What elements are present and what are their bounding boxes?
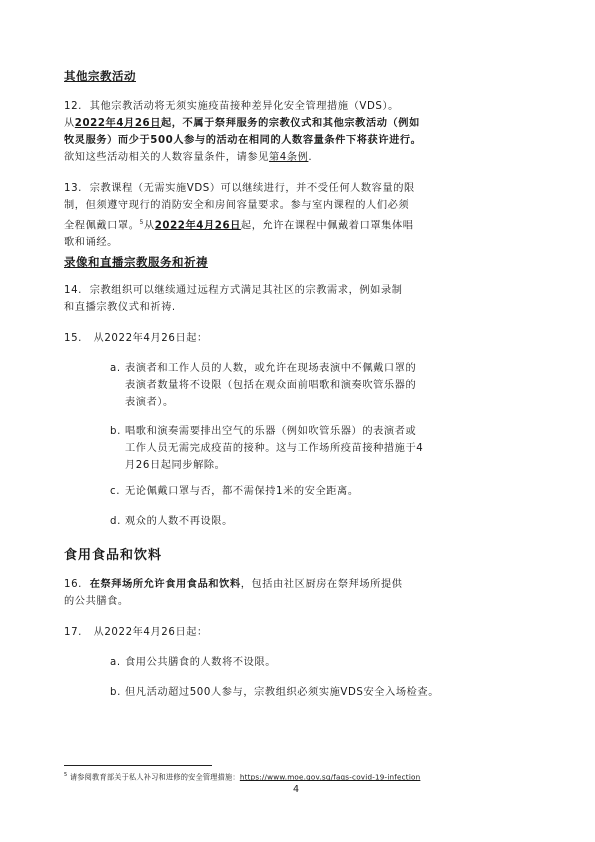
p15-intro-text: 从2022年4月26日起： xyxy=(93,333,208,344)
list-item-line: 月26日起同步解除。 xyxy=(125,460,226,471)
p13-text-3a: 全程佩戴口罩。 xyxy=(64,220,140,232)
p12-text-1: 其他宗教活动将无须实施疫苗接种差异化安全管理措施（VDS）。 xyxy=(89,101,399,112)
list-item-15a xyxy=(110,360,545,411)
paragraph-17-intro xyxy=(64,624,534,641)
p16-text-1: ，包括由社区厨房在祭拜场所提供 xyxy=(240,579,403,590)
list-item-line: 工作人员无需完成疫苗的接种。这与工作场所疫苗接种措施于4 xyxy=(125,443,424,454)
paragraph-14-line-1 xyxy=(64,282,534,299)
paragraph-number: 14. xyxy=(64,285,83,296)
p13-text-3c: 起，允许在课程中佩戴着口罩集体唱 xyxy=(240,220,414,232)
footnote-5 xyxy=(64,770,544,782)
paragraph-12-line-3 xyxy=(64,132,534,149)
p16-bold-text: 在祭拜场所允许食用食品和饮料 xyxy=(89,579,241,590)
paragraph-12-line-1 xyxy=(64,98,534,115)
footnote-marker: 5 xyxy=(64,772,68,778)
p12-text-3: 牧灵服务）而少于500人参与的活动在相同的人数容量条件下将获许进行。 xyxy=(64,135,422,146)
list-item-15d xyxy=(110,513,545,530)
page-number: 4 xyxy=(293,784,300,795)
paragraph-16 xyxy=(64,576,534,610)
paragraph-12 xyxy=(64,98,534,166)
p12-text-4a: 欲知这些活动相关的人数容量条件，请参见 xyxy=(64,152,269,163)
moe-faq-link[interactable]: https://www.moe.gov.sg/faqs-covid-19-infection xyxy=(239,772,421,782)
p12-date: 2022年4月26日 xyxy=(74,118,161,129)
list-item-15b xyxy=(110,423,545,474)
p12-text-2a: 从 xyxy=(64,118,75,129)
list-item-line: 但凡活动超过500人参与，宗教组织必须实施VDS安全入场检查。 xyxy=(125,687,440,698)
list-item-line: 观众的人数不再设限。 xyxy=(125,516,233,527)
paragraph-number: 13. xyxy=(64,183,83,194)
paragraph-13 xyxy=(64,180,534,251)
list-marker: a. xyxy=(110,657,121,668)
list-marker: b. xyxy=(110,426,121,437)
list-marker: c. xyxy=(110,486,121,497)
paragraph-16-line-2: 的公共膳食。 xyxy=(64,596,129,607)
paragraph-14 xyxy=(64,282,534,316)
p17-intro-text: 从2022年4月26日起： xyxy=(93,627,208,638)
section-heading-recording: 录像和直播宗教服务和祈祷 xyxy=(64,255,208,269)
paragraph-13-line-3 xyxy=(64,214,534,234)
p13-text-3b: 从 xyxy=(143,220,155,232)
paragraph-15-intro xyxy=(64,330,534,347)
p13-text-1: 宗教课程（无需实施VDS）可以继续进行，并不受任何人数容量的限 xyxy=(89,183,415,194)
p12-text-4b: . xyxy=(308,152,313,163)
section-heading-other-activities: 其他宗教活动 xyxy=(64,69,136,83)
footnote-ref-5[interactable]: 5 xyxy=(139,219,144,226)
paragraph-15 xyxy=(64,330,534,347)
paragraph-14-line-2: 和直播宗教仪式和祈祷. xyxy=(64,302,176,313)
list-item-line: 食用公共膳食的人数将不设限。 xyxy=(125,657,277,668)
footnote-text: 请参阅教育部关于私人补习和进修的安全管理措施： xyxy=(69,772,240,782)
paragraph-17 xyxy=(64,624,534,641)
list-item-line: 表演者数量将不设限（包括在观众面前唱歌和演奏吹管乐器的 xyxy=(125,380,417,391)
paragraph-16-line-1 xyxy=(64,576,534,593)
list-item-line: 无论佩戴口罩与否，都不需保持1米的安全距离。 xyxy=(125,486,359,497)
section-heading-food: 食用食品和饮料 xyxy=(64,548,163,563)
paragraph-number: 15. xyxy=(64,333,83,344)
paragraph-12-line-4 xyxy=(64,149,534,166)
paragraph-number: 16. xyxy=(64,579,83,590)
p13-date: 2022年4月26日 xyxy=(154,220,241,232)
clause-4-link[interactable]: 第4条例 xyxy=(268,152,309,163)
list-item-15c xyxy=(110,483,545,500)
p12-text-2b: 起，不属于祭拜服务的宗教仪式和其他宗教活动（例如 xyxy=(160,118,420,129)
list-item-17a xyxy=(110,654,545,671)
paragraph-12-line-2 xyxy=(64,115,534,132)
list-marker: d. xyxy=(110,516,121,527)
list-marker: b. xyxy=(110,687,121,698)
paragraph-13-line-2: 制，但须遵守现行的消防安全和房间容量要求。参与室内课程的人们必须 xyxy=(64,200,410,211)
list-item-line: 唱歌和演奏需要排出空气的乐器（例如吹管乐器）的表演者或 xyxy=(125,426,417,437)
paragraph-number: 12. xyxy=(64,101,83,112)
list-marker: a. xyxy=(110,363,121,374)
p14-text-1: 宗教组织可以继续通过远程方式满足其社区的宗教需求，例如录制 xyxy=(89,285,403,296)
list-item-line: 表演者和工作人员的人数，或允许在现场表演中不佩戴口罩的 xyxy=(125,363,417,374)
paragraph-13-line-4: 歌和诵经。 xyxy=(64,237,118,249)
list-item-17b xyxy=(110,684,565,701)
paragraph-number: 17. xyxy=(64,627,83,638)
footnote-separator xyxy=(64,765,212,766)
list-item-line: 表演者）。 xyxy=(125,397,174,408)
paragraph-13-line-1 xyxy=(64,180,534,197)
